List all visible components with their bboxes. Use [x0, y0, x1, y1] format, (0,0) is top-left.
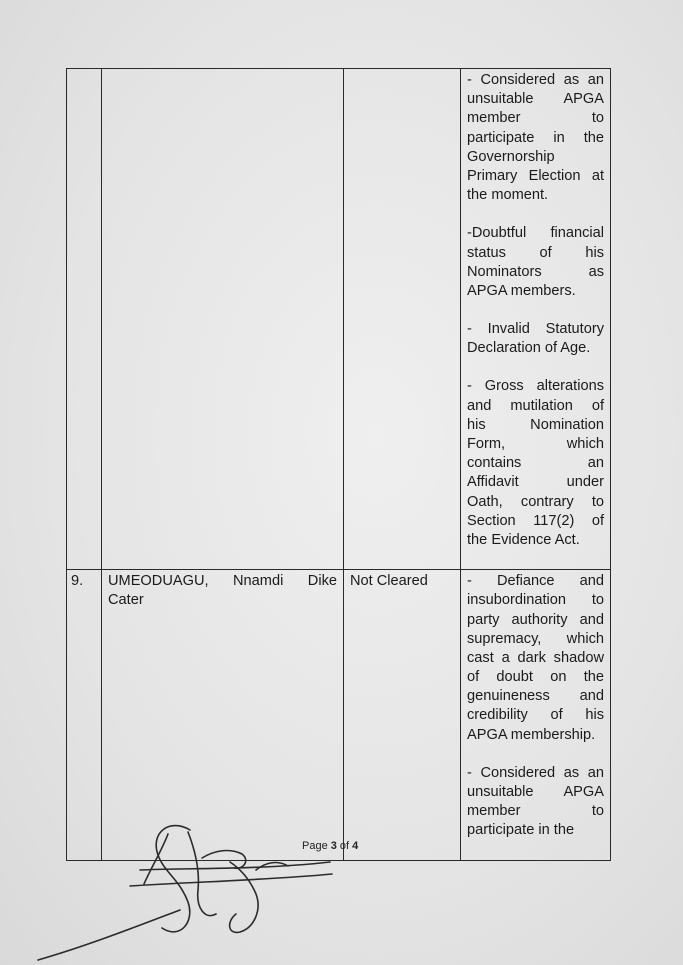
reason-line: his Nomination: [467, 416, 604, 433]
reason-paragraph: [467, 572, 604, 745]
reason-line: cast a dark shadow: [467, 649, 604, 666]
reason-line: the moment.: [467, 187, 549, 204]
reason-paragraph: [467, 71, 604, 205]
cell-status-empty: [344, 69, 461, 570]
reason-line: Oath, contrary to: [467, 493, 604, 510]
reason-line: Nominators as: [467, 263, 604, 280]
reason-line: status of his: [467, 244, 604, 261]
reasons-list: [467, 572, 604, 840]
reason-line: credibility of his: [467, 707, 604, 724]
reason-line: supremacy, which: [467, 630, 604, 647]
reason-paragraph: [467, 224, 604, 301]
candidate-name-line1: UMEODUAGU, Nnamdi Dike: [108, 573, 337, 590]
reason-line: participate in the: [467, 822, 575, 839]
clearance-status: Not Cleared: [350, 573, 428, 590]
reason-line: participate in the: [467, 129, 604, 146]
cell-reasons-continued: [461, 69, 611, 570]
reason-line: the Evidence Act.: [467, 531, 580, 548]
page-footer: [302, 840, 358, 852]
reason-paragraph: [467, 377, 604, 550]
reason-line: Governorship: [467, 148, 555, 165]
cell-name-empty: [102, 69, 344, 570]
reason-line: genuineness and: [467, 688, 604, 705]
candidate-name-line2: Cater: [108, 592, 144, 609]
reason-line: -Doubtful financial: [467, 225, 604, 242]
handwritten-signature: [30, 810, 360, 965]
row-number: 9.: [71, 573, 84, 590]
reason-line: - Considered as an: [467, 72, 604, 88]
reason-line: and mutilation of: [467, 397, 604, 414]
reason-line: unsuitable APGA: [467, 784, 604, 800]
reason-line: APGA members.: [467, 282, 576, 299]
reason-line: member to: [467, 803, 604, 820]
clearance-table: [66, 68, 611, 861]
footer-of: of: [336, 840, 353, 852]
cell-status: [344, 570, 461, 860]
reason-paragraph: [467, 320, 604, 358]
cell-reasons: [461, 570, 611, 860]
reason-paragraph: [467, 764, 604, 841]
footer-total-pages: 4: [352, 840, 359, 852]
reason-line: unsuitable APGA: [467, 91, 604, 108]
table-row-continued: [67, 69, 611, 570]
reason-line: APGA membership.: [467, 726, 596, 743]
footer-prefix: Page: [302, 840, 331, 852]
reason-line: Form, which: [467, 436, 604, 452]
reason-line: - Invalid Statutory: [467, 321, 604, 338]
footer-current-page: 3: [330, 840, 337, 852]
reason-line: insubordination to: [467, 592, 604, 609]
reason-line: member to: [467, 110, 604, 127]
reasons-list: [467, 71, 604, 550]
reason-line: Affidavit under: [467, 474, 604, 491]
reason-line: party authority and: [467, 611, 604, 628]
reason-line: Declaration of Age.: [467, 340, 591, 357]
reason-line: Section 117(2) of: [467, 512, 604, 529]
reason-line: - Defiance and: [467, 573, 604, 590]
reason-line: - Considered as an: [467, 764, 604, 781]
cell-number-empty: [67, 69, 102, 570]
reason-line: contains an: [467, 455, 604, 472]
reason-line: of doubt on the: [467, 669, 604, 686]
reason-line: - Gross alterations: [467, 378, 604, 395]
reason-line: Primary Election at: [467, 167, 604, 184]
